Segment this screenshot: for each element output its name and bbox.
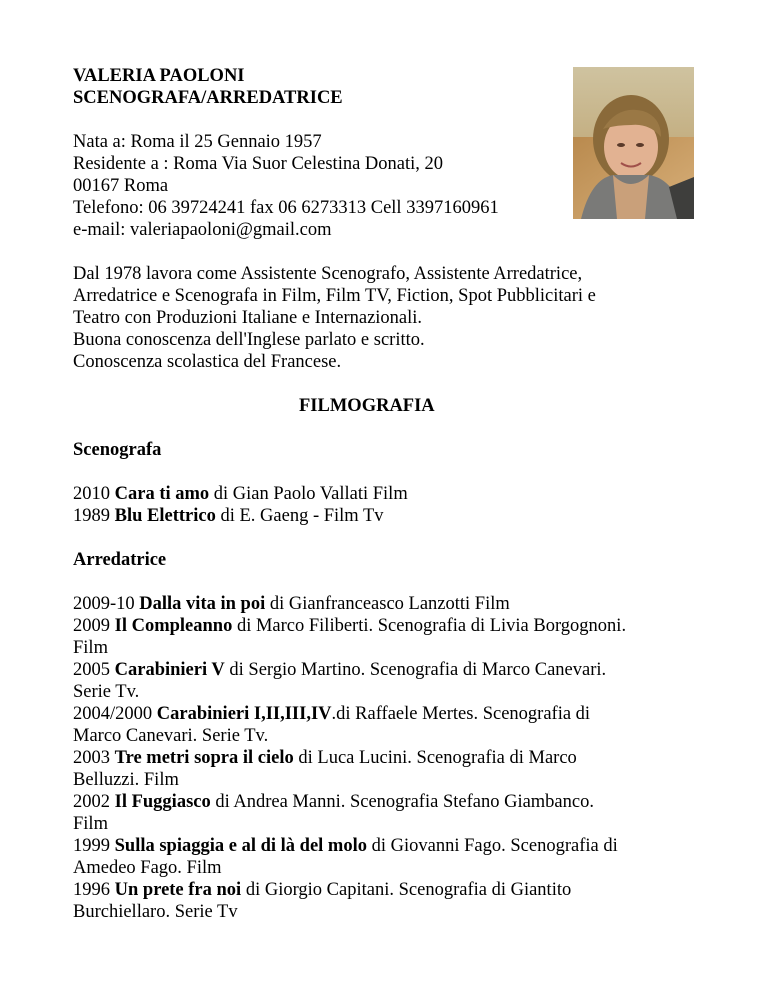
film-title: Tre metri sopra il cielo xyxy=(114,748,294,768)
arredatrice-heading: Arredatrice xyxy=(73,550,167,570)
section-title: FILMOGRAFIA xyxy=(299,396,435,416)
list-item xyxy=(73,505,703,527)
film-details: di Giovanni Fago. Scenografia di xyxy=(367,836,618,856)
list-item xyxy=(73,747,703,769)
film-title: Carabinieri I,II,III,IV xyxy=(156,704,332,724)
film-title: Un prete fra noi xyxy=(114,880,242,900)
bio-line: Teatro con Produzioni Italiane e Internazionali. xyxy=(73,308,423,328)
film-title: Dalla vita in poi xyxy=(139,594,266,614)
film-details: di Giorgio Capitani. Scenografia di Giantito xyxy=(241,880,572,900)
phone-info: Telefono: 06 39724241 fax 06 6273313 Cell 3397160961 xyxy=(73,198,499,218)
bio-line: Conoscenza scolastica del Francese. xyxy=(73,352,342,372)
film-year: 2005 xyxy=(73,660,110,680)
film-title: Carabinieri V xyxy=(114,660,225,680)
film-year: 1989 xyxy=(73,506,110,526)
film-details: di Gian Paolo Vallati Film xyxy=(209,484,408,504)
film-details: di Sergio Martino. Scenografia di Marco Canevari. xyxy=(224,660,607,680)
scenografa-list xyxy=(73,483,703,527)
list-item-continuation: Amedeo Fago. Film xyxy=(73,858,222,878)
film-details: .di Raffaele Mertes. Scenografia di xyxy=(331,704,591,724)
film-title: Sulla spiaggia e al di là del molo xyxy=(114,836,367,856)
list-item-continuation: Film xyxy=(73,814,108,834)
list-item xyxy=(73,483,703,505)
film-details: di E. Gaeng - Film Tv xyxy=(215,506,384,526)
birth-info: Nata a: Roma il 25 Gennaio 1957 xyxy=(73,132,322,152)
city-info: 00167 Roma xyxy=(73,176,169,196)
list-item-continuation: Serie Tv. xyxy=(73,682,140,702)
film-title: Il Compleanno xyxy=(114,616,233,636)
film-year: 2010 xyxy=(73,484,110,504)
bio-line: Buona conoscenza dell'Inglese parlato e scritto. xyxy=(73,330,425,350)
scenografa-heading: Scenografa xyxy=(73,440,162,460)
person-name: VALERIA PAOLONI xyxy=(73,66,245,86)
film-year: 1999 xyxy=(73,836,110,856)
list-item xyxy=(73,835,703,857)
list-item-continuation: Belluzzi. Film xyxy=(73,770,179,790)
list-item xyxy=(73,703,703,725)
arredatrice-list xyxy=(73,593,703,923)
film-title: Blu Elettrico xyxy=(114,506,216,526)
list-item xyxy=(73,879,703,901)
list-item xyxy=(73,593,703,615)
bio-line: Dal 1978 lavora come Assistente Scenografo, Assistente Arredatrice, xyxy=(73,264,583,284)
film-title: Il Fuggiasco xyxy=(114,792,211,812)
cv-document xyxy=(73,65,703,923)
email-info: e-mail: valeriapaoloni@gmail.com xyxy=(73,220,332,240)
list-item xyxy=(73,791,703,813)
film-year: 2003 xyxy=(73,748,110,768)
film-title: Cara ti amo xyxy=(114,484,210,504)
list-item xyxy=(73,659,703,681)
film-year: 2004/2000 xyxy=(73,704,153,724)
film-details: di Luca Lucini. Scenografia di Marco xyxy=(293,748,577,768)
list-item-continuation: Film xyxy=(73,638,108,658)
contact-block xyxy=(73,131,703,241)
film-year: 2009-10 xyxy=(73,594,135,614)
bio-line: Arredatrice e Scenografa in Film, Film TV, Fiction, Spot Pubblicitari e xyxy=(73,286,596,306)
film-year: 2009 xyxy=(73,616,110,636)
bio-block xyxy=(73,263,703,373)
list-item-continuation: Burchiellaro. Serie Tv xyxy=(73,902,238,922)
film-year: 2002 xyxy=(73,792,110,812)
film-details: di Andrea Manni. Scenografia Stefano Giambanco. xyxy=(210,792,594,812)
person-role: SCENOGRAFA/ARREDATRICE xyxy=(73,88,343,108)
list-item xyxy=(73,615,703,637)
film-year: 1996 xyxy=(73,880,110,900)
film-details: di Gianfranceasco Lanzotti Film xyxy=(265,594,510,614)
list-item-continuation: Marco Canevari. Serie Tv. xyxy=(73,726,269,746)
residence-info: Residente a : Roma Via Suor Celestina Donati, 20 xyxy=(73,154,444,174)
film-details: di Marco Filiberti. Scenografia di Livia Borgognoni. xyxy=(232,616,627,636)
